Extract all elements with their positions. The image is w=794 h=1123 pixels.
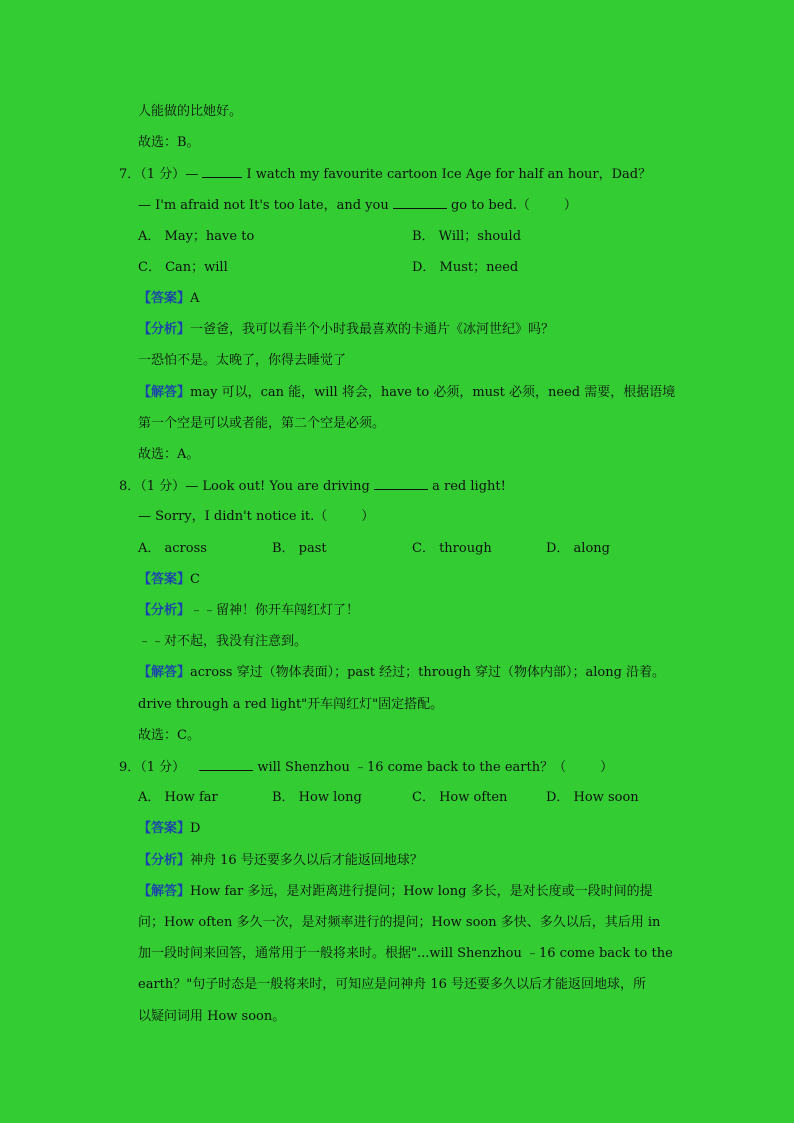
q8-solution-text: across 穿过（物体表面）；past 经过；through 穿过（物体内部）；along 沿着。: [190, 665, 666, 680]
q9-analysis-tag: 【分析】: [138, 853, 191, 868]
q9-answer-value: D: [190, 821, 201, 836]
q7-answer-tag: 【答案】: [138, 291, 191, 306]
q8-stem-tail: a red light!: [428, 479, 506, 494]
q8-option-a: A． across: [138, 541, 207, 556]
q8-analysis-text: ﹣﹣留神！你开车闯红灯了！: [190, 603, 360, 618]
q7-number: 7．: [119, 167, 141, 182]
q9-stem: [119, 758, 613, 777]
q8-paren-close: ）: [361, 509, 375, 524]
q9-blank: [199, 758, 253, 771]
q9-solution-text: How far 多远，是对距离进行提问；How long 多长，是对长度或一段时间的提: [190, 884, 653, 899]
q9-solution-3: 加一段时间来回答，通常用于一般将来时。根据"...will Shenzhou ﹣16 come back to the: [138, 946, 673, 961]
q7-analysis-tag: 【分析】: [138, 322, 191, 337]
q7-option-b: B． Will；should: [412, 229, 522, 244]
q7-paren-close: ）: [563, 198, 577, 213]
q7-solution: [138, 384, 675, 402]
q9-option-c: C． How often: [412, 790, 508, 805]
q8-stem: [119, 477, 506, 496]
q7-option-c: C． Can；will: [138, 260, 228, 275]
q7-analysis-text: 一爸爸，我可以看半个小时我最喜欢的卡通片《冰河世纪》吗？: [190, 322, 555, 337]
q8-option-c: C． through: [412, 541, 492, 556]
q8-number: 8．: [119, 479, 141, 494]
prev-answer-choice: 故选：B。: [138, 135, 200, 150]
q9-option-b: B． How long: [272, 790, 362, 805]
q7-solution-tag: 【解答】: [138, 385, 191, 400]
q8-choice: 故选：C。: [138, 728, 200, 743]
q9-solution-tag: 【解答】: [138, 884, 191, 899]
q8-stem-2: [138, 508, 374, 526]
q7-stem-text: I watch my favourite cartoon Ice Age for half an hour，Dad？: [242, 167, 652, 182]
q7-stem-2: [138, 196, 577, 215]
q7-choice: 故选：A。: [138, 447, 200, 462]
q7-dash: —: [185, 167, 203, 182]
q9-score: （1 分）: [140, 760, 186, 775]
q9-answer-tag: 【答案】: [138, 821, 191, 836]
q9-analysis-text: 神舟 16 号还要多久以后才能返回地球？: [190, 853, 423, 868]
q8-analysis-tag: 【分析】: [138, 603, 191, 618]
prev-explanation-tail: 人能做的比她好。: [138, 104, 243, 119]
q9-stem-text: will Shenzhou ﹣16 come back to the earth？（: [253, 760, 567, 775]
q9-analysis: [138, 852, 423, 870]
q8-solution: [138, 664, 665, 682]
q9-solution-4: earth？"句子时态是一般将来时，可知应是问神舟 16 号还要多久以后才能返回地球，所: [138, 977, 647, 992]
q7-answer: [138, 290, 199, 308]
q9-solution-2: 问；How often 多久一次，是对频率进行的提问；How soon 多快、多久以后，其后用 in: [138, 915, 661, 930]
q9-solution-5: 以疑问词用 How soon。: [138, 1009, 286, 1024]
q8-option-b: B． past: [272, 541, 327, 556]
q8-analysis: [138, 602, 359, 620]
q7-stem: [119, 165, 651, 184]
q8-blank: [374, 477, 428, 490]
q8-answer: [138, 571, 200, 589]
q9-number: 9．: [119, 760, 141, 775]
q7-option-a: A． May；have to: [138, 229, 255, 244]
q9-solution: [138, 883, 653, 901]
q7-solution-text: may 可以，can 能，will 将会，have to 必须，must 必须，need 需要，根据语境: [190, 385, 676, 400]
q8-analysis-2: ﹣﹣对不起，我没有注意到。: [138, 634, 308, 649]
q8-stem2-text: — Sorry，I didn't notice it.（: [138, 509, 328, 524]
q7-blank-1: [202, 165, 242, 178]
q9-answer: [138, 820, 200, 838]
q7-stem2-tail: go to bed.（: [446, 198, 530, 213]
q7-blank-2: [393, 196, 447, 209]
q8-score: （1 分）: [140, 479, 186, 494]
q9-paren-close: ）: [600, 760, 614, 775]
q8-stem-text: — Look out! You are driving: [185, 479, 374, 494]
q7-solution-2: 第一个空是可以或者能，第二个空是必须。: [138, 416, 386, 431]
q7-answer-value: A: [190, 291, 200, 306]
q9-option-a: A． How far: [138, 790, 218, 805]
q7-analysis: [138, 321, 554, 339]
q7-analysis-2: 一恐怕不是。太晚了，你得去睡觉了: [138, 353, 347, 368]
q8-solution-2: drive through a red light"开车闯红灯"固定搭配。: [138, 697, 444, 712]
q8-answer-value: C: [190, 572, 200, 587]
q9-option-d: D． How soon: [546, 790, 639, 805]
q7-option-d: D． Must；need: [412, 260, 519, 275]
q8-answer-tag: 【答案】: [138, 572, 191, 587]
q8-option-d: D． along: [546, 541, 610, 556]
q7-stem2-text: — I'm afraid not It's too late，and you: [138, 198, 393, 213]
q8-solution-tag: 【解答】: [138, 665, 191, 680]
q7-score: （1 分）: [140, 167, 186, 182]
